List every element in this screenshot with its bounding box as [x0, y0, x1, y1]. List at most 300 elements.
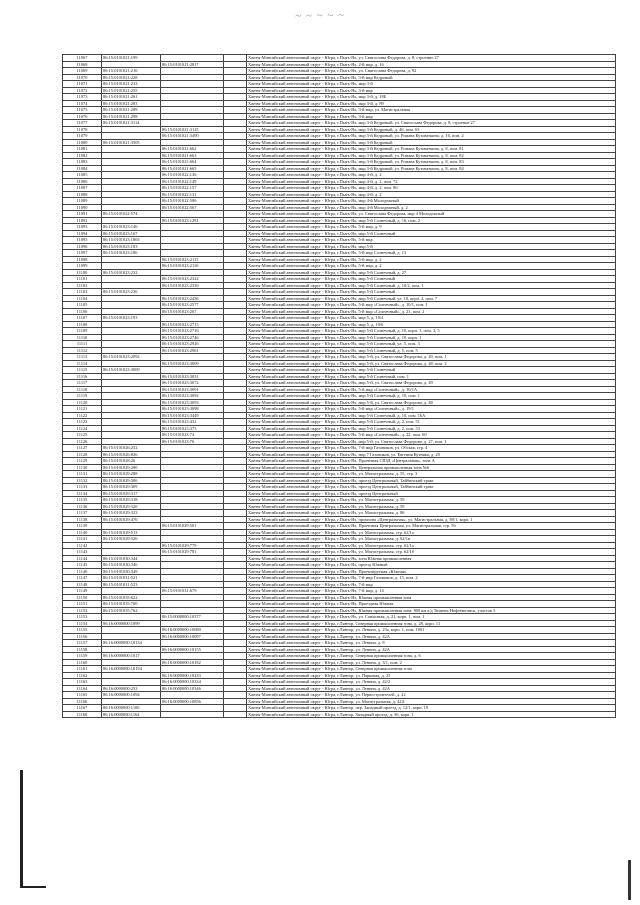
address-cell: Ханты-Мансийский автономный округ - Югра, г.Пыть-Ях, мкр 5-й, ул. Святослава Федорова, д. 48: [247, 399, 616, 406]
address-cell: Ханты-Мансийский автономный округ - Югра, г.Лянтор, ул. Ленина, д. 42А: [247, 646, 616, 653]
address-cell: Ханты-Мансийский автономный округ - Югра, г.Пыть-Ях, мкр 3-й Кедровый, ул. Романа Кузоваткина, д. 8, пом. 83: [247, 159, 616, 166]
row-number: 11167: [63, 705, 102, 712]
cadastral-number: 86:16:0000000:1899: [102, 620, 161, 627]
cadastral-number: 86:15:0101021:3114: [102, 120, 161, 127]
row-number: 11102: [63, 282, 102, 289]
cadastral-number-secondary: 86:15:0101021:3490: [161, 133, 224, 140]
row-number: 11076: [63, 113, 102, 120]
row-number: 11075: [63, 107, 102, 114]
row-number: 11125: [63, 432, 102, 439]
address-cell: Ханты-Мансийский автономный округ - Югра, г.Пыть-Ях, 3-й мкр: [247, 87, 616, 94]
address-cell: Ханты-Мансийский автономный округ - Югра, г.Пыть-Ях, 5-й мкр, д. 9: [247, 224, 616, 231]
cadastral-number-secondary: 86:15:0101023:2436: [161, 295, 224, 302]
cadastral-number-secondary: 86:16:0000000:10346: [161, 685, 224, 692]
address-cell: Ханты-Мансийский автономный округ - Югра, г.Пыть-Ях, мкр 3-й Кедровый, д. 46, пом. 63: [247, 126, 616, 133]
cadastral-number: 86:15:0101021:289: [102, 107, 161, 114]
cadastral-number-secondary: 86:15:0101023:3009: [161, 360, 224, 367]
row-number: 11103: [63, 289, 102, 296]
scan-edge-right: [628, 860, 631, 900]
address-cell: Ханты-Мансийский автономный округ - Югра, г.Пыть-Ях, мкр 5, д. 10/6: [247, 321, 616, 328]
address-cell: Ханты-Мансийский автономный округ - Югра, г.Пыть-Ях, Проездная Южная: [247, 601, 616, 608]
cadastral-number-secondary: 86:15:0101021:664: [161, 159, 224, 166]
row-number: 11148: [63, 581, 102, 588]
row-number: 11139: [63, 523, 102, 530]
address-cell: Ханты-Мансийский автономный округ - Югра, г.Лянтор, ул. Парковая, д. 25: [247, 672, 616, 679]
row-number: 11085: [63, 172, 102, 179]
scan-edge-bottom: [22, 886, 46, 888]
cadastral-number-secondary: 86:15:0101023:432: [161, 419, 224, 426]
cadastral-number: 86:15:0101023:183: [102, 243, 161, 250]
address-cell: Ханты-Мансийский автономный округ - Югра, г.Пыть-Ях, мкр 3-й, д. 89: [247, 100, 616, 107]
cadastral-number: 86:16:0000000:253: [102, 685, 161, 692]
cadastral-number-secondary: 86:15:0101023:3098: [161, 406, 224, 413]
row-number: 11107: [63, 315, 102, 322]
address-cell: Ханты-Мансийский автономный округ - Югра, г.Лянтор, Северная промышленная зона: [247, 666, 616, 673]
row-number: 11095: [63, 237, 102, 244]
row-number: 11154: [63, 620, 102, 627]
address-cell: Ханты-Мансийский автономный округ - Югра, г.Пыть-Ях, 5-й мкр, д. 2: [247, 263, 616, 270]
cadastral-number-secondary: 86:15:0101022:506: [161, 198, 224, 205]
cadastral-number-secondary: 86:15:0101023:3093: [161, 399, 224, 406]
cadastral-number: 86:15:0101026:826: [102, 451, 161, 458]
row-number: 11141: [63, 536, 102, 543]
cadastral-number: 86:15:0101031:523: [102, 581, 161, 588]
address-cell: Ханты-Мансийский автономный округ - Югра, г.Пыть-Ях, Южная промышленная зона: [247, 594, 616, 601]
cadastral-number: 86:15:0101021:233: [102, 81, 161, 88]
cadastral-number: 86:15:0101029:513: [102, 529, 161, 536]
row-number: 11080: [63, 139, 102, 146]
address-cell: Ханты-Мансийский автономный округ - Югра, г.Пыть-Ях, проезд Центральный: [247, 490, 616, 497]
address-cell: Ханты-Мансийский автономный округ - Югра, г.Пыть-Ях, Проектируемая «Южная»: [247, 568, 616, 575]
address-cell: Ханты-Мансийский автономный округ - Югра, г.Пыть-Ях, ул. Совхозная, д. 21, корп. 1, пом. 1: [247, 614, 616, 621]
cadastral-number: 86:15:0101021:298: [102, 113, 161, 120]
row-number: 11109: [63, 328, 102, 335]
cadastral-number: 86:15:0101021:199: [102, 55, 161, 62]
cadastral-number: 86:16:0000000:1106: [102, 705, 161, 712]
cadastral-number-secondary: 86:15:0101023:3031: [161, 373, 224, 380]
address-cell: Ханты-Мансийский автономный округ - Югра, г.Пыть-Ях, мкр 4-й, д. 2, пом. 72: [247, 178, 616, 185]
address-cell: Ханты-Мансийский автономный округ - Югра, г.Пыть-Ях, промзона «Центральная», ул. Магистральная, д. 80/1, корп. 1: [247, 516, 616, 523]
cadastral-number-secondary: 86:15:0101022:136: [161, 172, 224, 179]
cadastral-number: 86:15:0101029:320: [102, 503, 161, 510]
row-number: 11152: [63, 607, 102, 614]
address-cell: Ханты-Мансийский автономный округ - Югра, г.Пыть-Ях, мкр 5-й Солнечный, д. 5, пом. 5: [247, 347, 616, 354]
cadastral-number: 86:15:0101029:317: [102, 490, 161, 497]
cadastral-number-secondary: 86:15:0101023:74: [161, 432, 224, 439]
address-cell: Ханты-Мансийский автономный округ - Югра, г.Пыть-Ях, 5-й мкр «Солнечный», д. 10/1, пом. 1: [247, 302, 616, 309]
address-cell: Ханты-Мансийский автономный округ - Югра, г.Пыть-Ях, мкр 3-й Кедровый, ул. Романа Кузоваткина, д. 8, пом. 82: [247, 152, 616, 159]
address-cell: Ханты-Мансийский автономный округ - Югра, г.Пыть-Ях, мкр 5-й Солнечный, д. 10, пом. 1: [247, 393, 616, 400]
address-cell: Ханты-Мансийский автономный округ - Югра, г.Лянтор, ул. Магистральная, д. 42А: [247, 698, 616, 705]
cadastral-number: 86:15:0101023:186: [102, 250, 161, 257]
cadastral-number: 86:15:0101029:323: [102, 510, 161, 517]
row-number: 11165: [63, 692, 102, 699]
cadastral-number-secondary: 86:15:0101023:2322: [161, 276, 224, 283]
cadastral-number: 86:15:0101023:232: [102, 269, 161, 276]
cadastral-number-secondary: 86:15:0101029:501: [161, 523, 224, 530]
address-cell: Ханты-Мансийский автономный округ - Югра, г.Лянтор, пер. Западный проезд, д. 12/1, корп. 19: [247, 705, 616, 712]
cadastral-number: 86:15:0101026:252: [102, 445, 161, 452]
address-cell: Ханты-Мансийский автономный округ - Югра, г.Лянтор, ул. Ленина, д. 42А: [247, 633, 616, 640]
row-number: 11153: [63, 614, 102, 621]
row-number: 11071: [63, 81, 102, 88]
address-cell: Ханты-Мансийский автономный округ - Югра, г.Лянтор, Западный проезд, д. 36, корп. 1: [247, 711, 616, 718]
row-number: 11118: [63, 386, 102, 393]
row-number: 11068: [63, 61, 102, 68]
row-number: 11158: [63, 646, 102, 653]
address-cell: Ханты-Мансийский автономный округ - Югра, г.Пыть-Ях, ул. Магистральная, д. 59: [247, 497, 616, 504]
row-number: 11108: [63, 321, 102, 328]
address-cell: Ханты-Мансийский автономный округ - Югра, г.Лянтор, Северная промышленная зона, д. 28, корп. 11: [247, 620, 616, 627]
row-number: 11120: [63, 399, 102, 406]
cadastral-number-secondary: 86:15:0101022:149: [161, 178, 224, 185]
row-number: 11072: [63, 87, 102, 94]
cadastral-number: 86:15:0101029:280: [102, 464, 161, 471]
address-cell: Ханты-Мансийский автономный округ - Югра, г.Пыть-Ях, 7-й мкр Газовиков, д. 15, пом. 2: [247, 575, 616, 582]
address-cell: Ханты-Мансийский автономный округ - Югра, г.Пыть-Ях, мкр 5-й Солнечный, д. 10, пом. 16А: [247, 412, 616, 419]
row-number: 11119: [63, 393, 102, 400]
address-cell: Ханты-Мансийский автономный округ - Югра, г.Пыть-Ях, 3-й мкр: [247, 113, 616, 120]
address-cell: Ханты-Мансийский автономный округ - Югра, г.Лянтор, Северная промышленная зона, д. 6: [247, 653, 616, 660]
row-number: 11132: [63, 477, 102, 484]
cadastral-number: 86:15:0101023:3009: [102, 367, 161, 374]
cadastral-number-secondary: 86:16:0000000:10080: [161, 627, 224, 634]
row-number: 11104: [63, 295, 102, 302]
table-row: [63, 711, 616, 718]
cadastral-number-secondary: 86:15:0101021:3125: [161, 126, 224, 133]
cadastral-number: 86:15:0101021:261: [102, 94, 161, 101]
cadastral-number: 86:15:0101029:288: [102, 471, 161, 478]
address-cell: Ханты-Мансийский автономный округ - Югра, г.Пыть-Ях, мкр 3-й Кедровый, ул. Романа Кузоваткина, д. 16, пом. 2: [247, 133, 616, 140]
address-cell: Ханты-Мансийский автономный округ - Югра, г.Лянтор, ул. Ленина, д. 42А: [247, 685, 616, 692]
row-number: 11143: [63, 549, 102, 556]
cadastral-number: 86:16:0000000:10194: [102, 666, 161, 673]
address-cell: Ханты-Мансийский автономный округ - Югра, г.Пыть-Ях, мкр 5-й, ул. Святослава Федорова, д. 49: [247, 380, 616, 387]
row-number: 11150: [63, 594, 102, 601]
row-number: 11159: [63, 653, 102, 660]
cadastral-number: 86:15:0101022:574: [102, 211, 161, 218]
address-cell: Ханты-Мансийский автономный округ - Югра, г.Пыть-Ях, мкр 5-й Солнечный: [247, 289, 616, 296]
cadastral-number-secondary: 86:16:0000000:10856: [161, 698, 224, 705]
cadastral-number: 86:16:0000000:1164: [102, 711, 161, 718]
row-number: 11087: [63, 185, 102, 192]
address-cell: Ханты-Мансийский автономный округ - Югра, г.Пыть-Ях, мкр 5-й Солнечный, д. 16, пом. 2: [247, 217, 616, 224]
address-cell: Ханты-Мансийский автономный округ - Югра, г.Лянтор, ул. Ленина, д. 42/2: [247, 679, 616, 686]
address-cell: Ханты-Мансийский автономный округ - Югра, г.Пыть-Ях, мкр 5-й Солнечный, д. 2, пом. 51: [247, 419, 616, 426]
address-cell: Ханты-Мансийский автономный округ - Югра, г.Пыть-Ях, мкр 5-й Солнечный, ул. 5, пом. 3: [247, 341, 616, 348]
row-number: 11084: [63, 165, 102, 172]
row-number: 11105: [63, 302, 102, 309]
cadastral-number: 86:15:0101021:3505: [102, 139, 161, 146]
cadastral-number: 86:15:0101029:309: [102, 484, 161, 491]
cadastral-number-secondary: 86:15:0101023:3072: [161, 380, 224, 387]
cadastral-number: 86:15:0101030:346: [102, 562, 161, 569]
address-cell: Ханты-Мансийский автономный округ - Югра, г.Пыть-Ях, 7-й мкр Газовиков, ул. Обская, стр. 4: [247, 445, 616, 452]
cadastral-number-secondary: 86:16:0000000:10334: [161, 679, 224, 686]
address-cell: Ханты-Мансийский автономный округ - Югра, г.Пыть-Ях, ул. Святослава Федорова, мкр 4 Молодежный: [247, 211, 616, 218]
row-number: 11140: [63, 529, 102, 536]
address-cell: Ханты-Мансийский автономный округ - Югра, г.Пыть-Ях, ул. Магистральная, д. 86: [247, 510, 616, 517]
row-number: 11133: [63, 484, 102, 491]
cadastral-number: 86:15:0101030:344: [102, 555, 161, 562]
row-number: 11131: [63, 471, 102, 478]
scan-edge-left: [20, 770, 23, 888]
row-number: 11079: [63, 133, 102, 140]
cadastral-number: 86:15:0101021:283: [102, 100, 161, 107]
row-number: 11091: [63, 211, 102, 218]
address-cell: Ханты-Мансийский автономный округ - Югра, г.Пыть-Ях, ул. Магистральная, д. 59: [247, 503, 616, 510]
address-cell: Ханты-Мансийский автономный округ - Югра, г.Пыть-Ях, мкр 4-й Молодежный: [247, 198, 616, 205]
address-cell: Ханты-Мансийский автономный округ - Югра, г.Пыть-Ях, 2-й мкр, д. 16: [247, 61, 616, 68]
address-cell: Ханты-Мансийский автономный округ - Югра, г.Пыть-Ях, ул. Магистральная, стр. 62/1а: [247, 542, 616, 549]
address-cell: Ханты-Мансийский автономный округ - Югра, г.Пыть-Ях, мкр 5-й Солнечный, д. 10, корп. 1: [247, 334, 616, 341]
cadastral-number-secondary: 86:15:0101023:2115: [161, 256, 224, 263]
row-number: 11099: [63, 263, 102, 270]
address-cell: Ханты-Мансийский автономный округ - Югра, г.Пыть-Ях, Южная промышленная зона, 800 км а/д Тюмень-Нефтеюганск, участок 3: [247, 607, 616, 614]
row-number: 11160: [63, 659, 102, 666]
row-number: 11149: [63, 588, 102, 595]
cadastral-number-secondary: 86:16:0000000:10182: [161, 659, 224, 666]
row-number: 11136: [63, 503, 102, 510]
address-cell: Ханты-Мансийский автономный округ - Югра, г.Пыть-Ях, мкр 4-й, д. 2: [247, 191, 616, 198]
address-cell: Ханты-Мансийский автономный округ - Югра, г.Пыть-Ях, мкр 3-й: [247, 81, 616, 88]
address-cell: Ханты-Мансийский автономный округ - Югра, г.Пыть-Ях, мкр 5-й Солнечный, д. 10, корп. 1, пом. 3, 5: [247, 328, 616, 335]
address-cell: Ханты-Мансийский автономный округ - Югра, г.Пыть-Ях, 7-й мкр: [247, 581, 616, 588]
row-number: 11122: [63, 412, 102, 419]
cadastral-number-secondary: 86:15:0101021:663: [161, 152, 224, 159]
address-cell: Ханты-Мансийский автономный округ - Югра, г.Пыть-Ях, 5-й мкр, д. 2: [247, 256, 616, 263]
address-cell: Ханты-Мансийский автономный округ - Югра, г.Пыть-Ях, мкр 4-й Молодежный, д. 2: [247, 204, 616, 211]
cadastral-number: 86:15:0101030:349: [102, 568, 161, 575]
address-cell: Ханты-Мансийский автономный округ - Югра, г.Пыть-Ях, 5-й мкр «Солнечный», д. 21, пом. 2: [247, 308, 616, 315]
address-cell: Ханты-Мансийский автономный округ - Югра, г.Пыть-Ях, 5-й мкр Солнечный, д. 13: [247, 250, 616, 257]
row-number: 11074: [63, 100, 102, 107]
row-number: 11082: [63, 152, 102, 159]
cadastral-number-secondary: 86:15:0101023:375: [161, 425, 224, 432]
row-number: 11110: [63, 334, 102, 341]
row-number: 11166: [63, 698, 102, 705]
address-cell: Ханты-Мансийский автономный округ - Югра, г.Пыть-Ях, 3-й мкр, ул. Магистральная: [247, 107, 616, 114]
extra-cell: [224, 711, 247, 718]
row-number: 11096: [63, 243, 102, 250]
cadastral-number-secondary: 86:15:0101023:2116: [161, 263, 224, 270]
cadastral-number: 86:15:0101023:193: [102, 315, 161, 322]
row-number: 11135: [63, 497, 102, 504]
row-number: 11100: [63, 269, 102, 276]
cadastral-number: 86:15:0101021:255: [102, 87, 161, 94]
cadastral-number-secondary: 86:16:0000000:10155: [161, 646, 224, 653]
address-cell: Ханты-Мансийский автономный округ - Югра, г.Лянтор, ул. Ленина, д. 3/1, пом. 2: [247, 659, 616, 666]
row-number: 11094: [63, 230, 102, 237]
address-cell: Ханты-Мансийский автономный округ - Югра, г.Пыть-Ях, проезд Центральный, Тайбинский тракт: [247, 477, 616, 484]
cadastral-number-secondary: 86:15:0101022:567: [161, 204, 224, 211]
address-cell: Ханты-Мансийский автономный округ - Югра, г.Пыть-Ях, мкр 5-й Солнечный, ул. 10, корп. 2, пом. 7: [247, 295, 616, 302]
row-number: 11114: [63, 360, 102, 367]
address-cell: Ханты-Мансийский автономный округ - Югра, г.Пыть-Ях, мкр 4-й, д. 2: [247, 172, 616, 179]
row-number: 11098: [63, 256, 102, 263]
row-number: 11113: [63, 354, 102, 361]
row-number: 11121: [63, 406, 102, 413]
address-cell: Ханты-Мансийский автономный округ - Югра, г.Пыть-Ях, мкр 5-й Солнечный, пом. 1: [247, 373, 616, 380]
row-number: 11115: [63, 367, 102, 374]
address-cell: Ханты-Мансийский автономный округ - Югра, г.Пыть-Ях, мкр 7 Газовиков, ул. Евгения Кутняка, д. 20: [247, 451, 616, 458]
cadastral-number-secondary: 86:15:0101023:2746: [161, 334, 224, 341]
row-number: 11089: [63, 198, 102, 205]
scan-watermark: ~ ~ ~ ~ ~: [295, 9, 345, 23]
cadastral-number-secondary: 86:15:0101023:3092: [161, 393, 224, 400]
address-cell: Ханты-Мансийский автономный округ - Югра, г.Пыть-Ях, мкр 3-й Кедровый, ул. Святослава Федорова, д. 8, строение 27: [247, 120, 616, 127]
address-cell: Ханты-Мансийский автономный округ - Югра, г.Пыть-Ях, мкр 4-й, д. 2, пом. 86: [247, 185, 616, 192]
cadastral-number-secondary: 86:15:0101022:131: [161, 191, 224, 198]
register-sheet: [62, 54, 600, 718]
row-number: 11162: [63, 672, 102, 679]
cadastral-number-secondary: 86:15:0101023:3091: [161, 386, 224, 393]
cadastral-number-secondary: 86:15:0101029:781: [161, 549, 224, 556]
cadastral-number: 86:15:0101035:762: [102, 607, 161, 614]
address-cell: Ханты-Мансийский автономный округ - Югра, г.Пыть-Ях, мкр 5-й, ул. Святослава Федорова, д. 27, пом. 1: [247, 438, 616, 445]
address-cell: Ханты-Мансийский автономный округ - Югра, г.Пыть-Ях, мкр 5-й Солнечный, д. 2, пом. 53: [247, 425, 616, 432]
row-number: 11163: [63, 679, 102, 686]
row-number: 11117: [63, 380, 102, 387]
row-number: 11077: [63, 120, 102, 127]
row-number: 11116: [63, 373, 102, 380]
cadastral-number-secondary: 86:15:0101023:2715: [161, 321, 224, 328]
address-cell: Ханты-Мансийский автономный округ - Югра, г.Пыть-Ях, мкр 5-й Солнечный: [247, 276, 616, 283]
address-cell: Ханты-Мансийский автономный округ - Югра, г.Пыть-Ях, 5-й мкр «Солнечный», д. 10/1А: [247, 386, 616, 393]
row-number: 11156: [63, 633, 102, 640]
address-cell: Ханты-Мансийский автономный округ - Югра, г.Пыть-Ях, 3-й мкр Кедровый: [247, 74, 616, 81]
table-body: [63, 55, 616, 718]
row-number: 11093: [63, 224, 102, 231]
address-cell: Ханты-Мансийский автономный округ - Югра, г.Пыть-Ях, 5-й мкр «Солнечный», д. 19/1: [247, 406, 616, 413]
address-cell: Ханты-Мансийский автономный округ - Югра, г.Пыть-Ях, 7-й мкр, д. 14: [247, 588, 616, 595]
cadastral-number: 86:15:0101023:236: [102, 289, 161, 296]
row-number: 11157: [63, 640, 102, 647]
row-number: 11078: [63, 126, 102, 133]
address-cell: Ханты-Мансийский автономный округ - Югра, г.Пыть-Ях, зона Южная промышленная: [247, 555, 616, 562]
row-number: 11128: [63, 451, 102, 458]
row-number: 11161: [63, 666, 102, 673]
cadastral-number-secondary: 86:15:0101021:665: [161, 165, 224, 172]
address-cell: Ханты-Мансийский автономный округ - Югра, г.Пыть-Ях, проезд Южный: [247, 562, 616, 569]
address-cell: Ханты-Мансийский автономный округ - Югра, г.Пыть-Ях, проезд Центральный, Тайбинский тракт: [247, 484, 616, 491]
row-number: 11123: [63, 419, 102, 426]
row-number: 11127: [63, 445, 102, 452]
address-cell: Ханты-Мансийский автономный округ - Югра, г.Пыть-Ях, ул. Святослава Федорова, д. 92: [247, 68, 616, 75]
cadastral-number-secondary: 86:15:0101023:76: [161, 438, 224, 445]
cadastral-number: 86:15:0101023:167: [102, 230, 161, 237]
cadastral-number: 86:15:0101035:700: [102, 601, 161, 608]
address-cell: Ханты-Мансийский автономный округ - Югра, г.Пыть-Ях, мкр 5-й Солнечный: [247, 230, 616, 237]
row-number: 11097: [63, 250, 102, 257]
address-cell: Ханты-Мансийский автономный округ - Югра, г.Лянтор, ул. Ленина, д. 23а, корп. 1, пом. 1001: [247, 627, 616, 634]
address-cell: Ханты-Мансийский автономный округ - Югра, г.Пыть-Ях, ул. Магистральная, д. 62/1в: [247, 536, 616, 543]
row-number: 11124: [63, 425, 102, 432]
row-number: 11129: [63, 458, 102, 465]
cadastral-number-secondary: 86:15:0101023:2961: [161, 347, 224, 354]
cadastral-number: 86:15:0101023:140: [102, 224, 161, 231]
address-cell: Ханты-Мансийский автономный округ - Югра, г.Пыть-Ях, Центральная промышленная зона №6: [247, 464, 616, 471]
cadastral-number: 86:15:0101021:228: [102, 74, 161, 81]
address-cell: Ханты-Мансийский автономный округ - Югра, г.Пыть-Ях, мкр 5, д. 10/4: [247, 315, 616, 322]
row-number: 11092: [63, 217, 102, 224]
address-cell: Ханты-Мансийский автономный округ - Югра, г.Пыть-Ях, ул. Святослава Федорова, д. 8, строение 27: [247, 55, 616, 62]
row-number: 11145: [63, 562, 102, 569]
cadastral-number: 86:15:0101023:1865: [102, 237, 161, 244]
cadastral-number: 86:16:0000000:10134: [102, 640, 161, 647]
address-cell: Ханты-Мансийский автономный округ - Югра, г.Пыть-Ях, мкр 5-й, ул. Святослава Федорова, д. 49, пом. 1: [247, 354, 616, 361]
cadastral-number: 86:15:0101021:216: [102, 68, 161, 75]
row-number: 11130: [63, 464, 102, 471]
cadastral-number-secondary: 86:15:0101029:779: [161, 542, 224, 549]
cadastral-number: 86:16:0000000:1017: [102, 653, 161, 660]
address-cell: Ханты-Мансийский автономный округ - Югра, г.Пыть-Ях, ул. Магистральная, д. 55, стр. 3: [247, 471, 616, 478]
address-cell: Ханты-Мансийский автономный округ - Югра, г.Пыть-Ях, Проектная Центральная, ул. Магистральная, стр. 56: [247, 523, 616, 530]
row-number: 11081: [63, 146, 102, 153]
row-number: 11142: [63, 542, 102, 549]
cadastral-number: 86:15:0101031:521: [102, 575, 161, 582]
row-number: 11151: [63, 601, 102, 608]
cadastral-number-secondary: 86:16:0000000:10233: [161, 672, 224, 679]
cadastral-number-secondary: 86:15:0101023:3449: [161, 412, 224, 419]
row-number: 11134: [63, 490, 102, 497]
address-cell: Ханты-Мансийский автономный округ - Югра, г.Пыть-Ях, 5-й мкр: [247, 237, 616, 244]
row-number: 11101: [63, 276, 102, 283]
cadastral-number: 86:15:0101035:622: [102, 594, 161, 601]
row-number: 11067: [63, 55, 102, 62]
cadastral-number: 86:15:0101023:2092: [102, 354, 161, 361]
address-cell: Ханты-Мансийский автономный округ - Югра, г.Пыть-Ях, ул. Магистральная, стр. 62/1б: [247, 549, 616, 556]
row-number: 11088: [63, 191, 102, 198]
cadastral-number-secondary: [161, 711, 224, 718]
address-cell: Ханты-Мансийский автономный округ - Югра, г.Пыть-Ях, мкр 5-й Солнечный, д. 27: [247, 269, 616, 276]
row-number: 11138: [63, 516, 102, 523]
cadastral-register-table: [62, 54, 616, 718]
address-cell: Ханты-Мансийский автономный округ - Югра, г.Пыть-Ях, мкр 5-й Солнечный: [247, 367, 616, 374]
row-number: 11070: [63, 74, 102, 81]
cadastral-number-secondary: 86:15:0101031:679: [161, 588, 224, 595]
cadastral-number-secondary: 86:15:0101023:267: [161, 308, 224, 315]
cadastral-number-secondary: 86:15:0101022:157: [161, 185, 224, 192]
cadastral-number-secondary: 86:15:0101023:2926: [161, 341, 224, 348]
cadastral-number-secondary: 86:16:0000000:10097: [161, 633, 224, 640]
row-number: 11106: [63, 308, 102, 315]
cadastral-number: 86:15:0101029:520: [102, 536, 161, 543]
row-number: 11090: [63, 204, 102, 211]
address-cell: Ханты-Мансийский автономный округ - Югра, г.Пыть-Ях, мкр 3-й Кедровый, ул. Романа Кузоваткина, д. 8, пом. 84: [247, 165, 616, 172]
address-cell: Ханты-Мансийский автономный округ - Югра, г.Пыть-Ях, мкр 3-й Кедровый: [247, 139, 616, 146]
address-cell: Ханты-Мансийский автономный округ - Югра, г.Пыть-Ях, ул. Магистральная, стр. 62/1а: [247, 529, 616, 536]
row-number: 11155: [63, 627, 102, 634]
row-number: 11112: [63, 347, 102, 354]
cadastral-number: 86:15:0101029:306: [102, 477, 161, 484]
row-number: 11086: [63, 178, 102, 185]
row-number: 11069: [63, 68, 102, 75]
address-cell: Ханты-Мансийский автономный округ - Югра, г.Пыть-Ях, мкр 5-й: [247, 243, 616, 250]
address-cell: Ханты-Мансийский автономный округ - Югра, г.Пыть-Ях, мкр 5-й, ул. Святослава Федорова, д. 48, пом. 2: [247, 360, 616, 367]
address-cell: Ханты-Мансийский автономный округ - Югра, г.Лянтор, ул. Первостроителей, д. 22: [247, 692, 616, 699]
cadastral-number: 86:15:0101029:476: [102, 516, 161, 523]
row-number: 11111: [63, 341, 102, 348]
cadastral-number-secondary: 86:15:0101023:2716: [161, 328, 224, 335]
row-number: 11146: [63, 568, 102, 575]
address-cell: Ханты-Мансийский автономный округ - Югра, г.Пыть-Ях, мкр 5-й Солнечный, д. 10/2, пом. 1: [247, 282, 616, 289]
cadastral-number-secondary: 86:15:0000000:10377: [161, 614, 224, 621]
address-cell: Ханты-Мансийский автономный округ - Югра, г.Пыть-Ях, Проектная СПЗД «Центральная», зона А: [247, 458, 616, 465]
cadastral-number: 86:15:0101028:26: [102, 458, 161, 465]
row-number: 11168: [63, 711, 102, 718]
row-number: 11073: [63, 94, 102, 101]
